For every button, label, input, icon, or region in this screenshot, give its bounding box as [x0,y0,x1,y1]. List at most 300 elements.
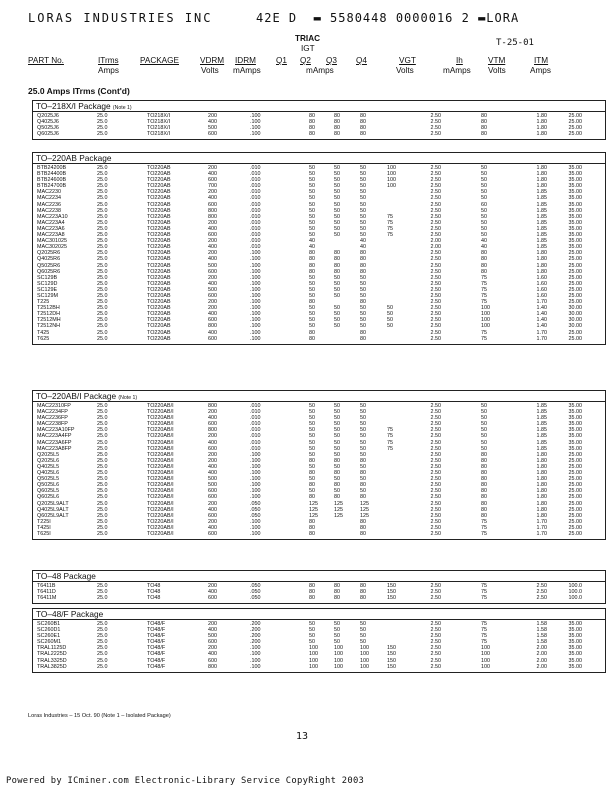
cell-itm: 35.00 [568,171,582,178]
cell-q3: 100 [360,645,369,652]
cell-q3: 80 [360,335,366,342]
cell-vtm: 2.50 [536,589,547,596]
cell-q4: 100 [387,177,396,184]
cell-part: TRAL2225D [37,651,67,658]
cell-q2: 100 [334,651,343,658]
cell-idrm: .010 [250,219,261,226]
cell-vgt: 2.50 [430,329,441,336]
cell-itm: 35.00 [568,657,582,664]
cell-q3: 50 [360,323,366,330]
cell-pkg: TO220AB [147,165,171,171]
cell-vdrm: 200 [208,645,217,652]
cell-itm: 35.00 [568,201,582,208]
cell-it: 25.0 [97,292,108,299]
cell-vtm: 1.70 [536,530,547,537]
cell-vgt: 2.50 [430,250,441,257]
cell-q3: 80 [360,470,366,477]
cell-ih: 75 [481,335,487,342]
cell-q1: 80 [309,457,315,464]
cell-q1: 100 [309,663,318,670]
cell-pkg: TO220AB [147,201,171,208]
cell-q1: 80 [309,256,315,263]
cell-vgt: 2.50 [430,311,441,318]
cell-q3: 50 [360,476,366,483]
cell-q2: 50 [334,213,340,220]
cell-vtm: 1.40 [536,323,547,330]
cell-q2: 50 [334,403,340,409]
package-group [32,608,606,673]
cell-vtm: 1.80 [536,500,547,507]
cell-q2: 80 [334,250,340,257]
cell-q2: 50 [334,463,340,470]
package-group [32,152,606,345]
cell-pkg: TO48/F [147,645,166,652]
cell-q1: 50 [309,621,315,627]
cell-vdrm: 200 [208,299,217,306]
cell-vtm: 1.85 [536,238,547,245]
cell-q1: 50 [309,177,315,184]
cell-ih: 50 [481,433,487,440]
cell-it: 25.0 [97,250,108,257]
cell-q3: 125 [360,512,369,519]
cell-it: 25.0 [97,657,108,664]
cell-q1: 80 [309,250,315,257]
cell-ih: 80 [481,470,487,477]
cell-q2: 80 [334,457,340,464]
cell-it: 25.0 [97,286,108,293]
cell-q3: 80 [360,262,366,269]
cell-q1: 40 [309,238,315,245]
cell-vtm: 1.80 [536,268,547,275]
cell-pkg: TO220AB [147,232,171,239]
cell-part: Q4025L6 [37,470,60,477]
cell-vtm: 1.85 [536,244,547,251]
cell-idrm: .010 [250,433,261,440]
cell-pkg: TO220AB/I [147,512,174,519]
cell-part: MAC302025 [37,244,67,251]
cell-vtm: 1.80 [536,125,547,132]
cell-pkg: TO220AB [147,213,171,220]
cell-vgt: 2.50 [430,131,441,138]
cell-q4: 75 [387,433,393,440]
cell-q1: 50 [309,409,315,416]
cell-q3: 80 [360,494,366,501]
cell-vgt: 2.50 [430,299,441,306]
cell-vtm: 1.85 [536,409,547,416]
col-itm: ITM [534,56,549,65]
cell-vtm: 1.80 [536,119,547,126]
cell-q1: 50 [309,280,315,287]
cell-q1: 50 [309,463,315,470]
cell-idrm: .100 [250,518,261,525]
cell-q2: 50 [334,627,340,634]
col-part-no: PART No. [28,56,64,65]
cell-vgt: 2.50 [430,409,441,416]
cell-vgt: 2.50 [430,651,441,658]
company-name: LORAS INDUSTRIES INC [28,11,213,25]
cell-itm: 25.00 [568,329,582,336]
cell-pkg: TO220AB/I [147,403,174,409]
cell-itm: 35.00 [568,244,582,251]
cell-q3: 50 [360,403,366,409]
cell-vgt: 2.50 [430,506,441,513]
cell-idrm: .100 [250,524,261,531]
cell-ih: 80 [481,500,487,507]
cell-q3: 80 [360,125,366,132]
cell-vdrm: 200 [208,238,217,245]
cell-pkg: TO220AB [147,323,171,330]
cell-q2: 50 [334,323,340,330]
cell-q1: 50 [309,201,315,208]
cell-q2: 80 [334,589,340,596]
cell-vgt: 2.50 [430,451,441,458]
section-title: 25.0 Amps ITrms (Cont'd) [28,86,130,96]
cell-q1: 50 [309,433,315,440]
cell-pkg: TO220AB [147,335,171,342]
cell-itm: 25.00 [568,299,582,306]
cell-q4: 50 [387,317,393,324]
cell-q4: 75 [387,219,393,226]
cell-vgt: 2.00 [430,238,441,245]
cell-itm: 25.00 [568,256,582,263]
cell-itm: 35.00 [568,195,582,202]
cell-q3: 50 [360,633,366,640]
cell-q4: 150 [387,657,396,664]
cell-ih: 50 [481,439,487,446]
cell-vdrm: 400 [208,256,217,263]
cell-it: 25.0 [97,299,108,306]
cell-idrm: .010 [250,171,261,178]
cell-vdrm: 200 [208,219,217,226]
cell-it: 25.0 [97,451,108,458]
cell-q4: 50 [387,323,393,330]
cell-vgt: 2.50 [430,639,441,646]
cell-ih: 80 [481,457,487,464]
page-number: 13 [296,731,309,742]
cell-pkg: TO220AB [147,329,171,336]
cell-part: Q6025L9ALT [37,512,69,519]
cell-q1: 50 [309,445,315,452]
cell-itm: 35.00 [568,415,582,422]
cell-itm: 35.00 [568,445,582,452]
cell-vdrm: 600 [208,421,217,428]
cell-vtm: 1.70 [536,518,547,525]
cell-vtm: 1.80 [536,457,547,464]
cell-pkg: TO220AB [147,262,171,269]
cell-vgt: 2.50 [430,274,441,281]
cell-ih: 50 [481,177,487,184]
col-vtm-unit: Volts [488,66,506,75]
cell-q3: 50 [360,421,366,428]
cell-part: MAC223A10 [37,213,68,220]
cell-part: MAC2238 [37,207,61,214]
cell-itm: 35.00 [568,663,582,670]
cell-vtm: 1.80 [536,177,547,184]
cell-q1: 50 [309,225,315,232]
cell-pkg: TO48/F [147,663,166,670]
cell-q4: 150 [387,663,396,670]
cell-vdrm: 600 [208,201,217,208]
cell-ih: 75 [481,583,487,589]
cell-ih: 100 [481,317,490,324]
cell-q2: 125 [334,512,343,519]
cell-q3: 50 [360,274,366,281]
cell-pkg: TO48 [147,595,161,602]
cell-it: 25.0 [97,201,108,208]
cell-part: Q4025J6 [37,119,59,126]
cell-vdrm: 200 [208,621,217,627]
cell-q3: 50 [360,621,366,627]
cell-q3: 50 [360,219,366,226]
cell-pkg: TO220AB/I [147,518,174,525]
cell-ih: 80 [481,131,487,138]
cell-itm: 35.00 [568,627,582,634]
cell-q3: 50 [360,311,366,318]
cell-q2: 80 [334,268,340,275]
cell-idrm: .010 [250,427,261,434]
cell-itm: 100.0 [568,595,582,602]
cell-vdrm: 400 [208,244,217,251]
cell-idrm: .100 [250,299,261,306]
cell-itm: 35.00 [568,403,582,409]
cell-itm: 25.00 [568,119,582,126]
cell-pkg: TO218X/I [147,131,170,138]
cell-part: MAC2236FP [37,415,68,422]
cell-q3: 80 [360,583,366,589]
cell-ih: 75 [481,286,487,293]
cell-idrm: .100 [250,256,261,263]
package-note: (Note 1) [118,395,138,401]
cell-q3: 80 [360,530,366,537]
cell-part: T2512BH [37,305,60,312]
cell-vtm: 2.50 [536,583,547,589]
cell-ih: 100 [481,311,490,318]
cell-vdrm: 400 [208,195,217,202]
cell-vgt: 2.50 [430,268,441,275]
cell-q3: 50 [360,317,366,324]
cell-it: 25.0 [97,463,108,470]
cell-it: 25.0 [97,589,108,596]
cell-vtm: 1.80 [536,482,547,489]
cell-pkg: TO48/F [147,627,166,634]
cell-vdrm: 400 [208,439,217,446]
cell-q3: 50 [360,427,366,434]
cell-vdrm: 600 [208,530,217,537]
cell-ih: 75 [481,589,487,596]
cell-idrm: .100 [250,292,261,299]
cell-idrm: .010 [250,207,261,214]
cell-part: MAC2234 [37,195,61,202]
cell-pkg: TO218X/I [147,113,170,119]
cell-part: T2512NH [37,323,61,330]
cell-q2: 50 [334,476,340,483]
cell-it: 25.0 [97,183,108,190]
cell-q3: 125 [360,500,369,507]
cell-vgt: 2.50 [430,482,441,489]
cell-q2: 50 [334,639,340,646]
cell-q1: 50 [309,427,315,434]
package-name: TO–220AB Package [36,153,112,163]
cell-q1: 50 [309,286,315,293]
cell-ih: 75 [481,292,487,299]
cell-part: BTB24700B [37,183,67,190]
cell-itm: 35.00 [568,633,582,640]
cell-it: 25.0 [97,329,108,336]
cell-vdrm: 800 [208,213,217,220]
cell-vdrm: 400 [208,506,217,513]
cell-vtm: 1.70 [536,335,547,342]
cell-pkg: TO220AB/I [147,470,174,477]
cell-idrm: .100 [250,494,261,501]
cell-q4: 150 [387,651,396,658]
cell-q3: 80 [360,250,366,257]
cell-vtm: 1.80 [536,250,547,257]
cell-vdrm: 400 [208,627,217,634]
cell-vtm: 1.80 [536,470,547,477]
cell-vdrm: 800 [208,427,217,434]
cell-ih: 50 [481,171,487,178]
cell-q3: 50 [360,213,366,220]
cell-ih: 80 [481,256,487,263]
cell-it: 25.0 [97,415,108,422]
cell-part: T225I [37,518,51,525]
cell-idrm: .100 [250,530,261,537]
cell-pkg: TO220AB/I [147,494,174,501]
cell-part: Q2025L6 [37,457,60,464]
cell-vdrm: 200 [208,518,217,525]
cell-vgt: 2.50 [430,439,441,446]
cell-pkg: TO220AB [147,311,171,318]
cell-ih: 80 [481,463,487,470]
cell-q1: 125 [309,512,318,519]
col-idrm: IDRM [235,56,256,65]
cell-vgt: 2.50 [430,119,441,126]
cell-q2: 50 [334,311,340,318]
cell-itm: 25.00 [568,262,582,269]
cell-it: 25.0 [97,317,108,324]
cell-vtm: 1.85 [536,232,547,239]
cell-ih: 80 [481,488,487,495]
cell-vdrm: 400 [208,280,217,287]
cell-q3: 50 [360,488,366,495]
cell-q1: 50 [309,213,315,220]
cell-ih: 75 [481,595,487,602]
cell-q2: 50 [334,451,340,458]
cell-vdrm: 400 [208,329,217,336]
cell-q3: 125 [360,506,369,513]
cell-vdrm: 500 [208,633,217,640]
cell-it: 25.0 [97,427,108,434]
cell-part: MAC2234FP [37,409,68,416]
cell-idrm: .100 [250,268,261,275]
top-banner [28,11,598,27]
cell-part: T2512DH [37,311,61,318]
cell-pkg: TO220AB/I [147,445,174,452]
col-vdrm: VDRM [200,56,225,65]
cell-ih: 50 [481,421,487,428]
cell-part: MAC223A6 [37,225,65,232]
cell-idrm: .050 [250,500,261,507]
cell-vdrm: 400 [208,415,217,422]
cell-pkg: TO48/F [147,657,166,664]
cell-q1: 80 [309,583,315,589]
cell-vdrm: 600 [208,595,217,602]
cell-vtm: 1.85 [536,403,547,409]
cell-vdrm: 600 [208,512,217,519]
cell-q4: 75 [387,225,393,232]
cell-ih: 50 [481,403,487,409]
cell-pkg: TO220AB [147,244,171,251]
cell-itm: 35.00 [568,409,582,416]
cell-part: T6411M [37,595,57,602]
cell-pkg: TO48 [147,589,161,596]
cell-idrm: .200 [250,621,261,627]
cell-vgt: 2.50 [430,171,441,178]
cell-part: Q6025J6 [37,131,59,138]
package-group-title [33,153,605,164]
cell-part: T425 [37,329,50,336]
cell-part: SC260E1 [37,633,61,640]
cell-itm: 25.00 [568,113,582,119]
cell-q1: 80 [309,530,315,537]
cell-part: TRAL1125D [37,645,67,652]
cell-q3: 80 [360,113,366,119]
cell-vtm: 1.60 [536,286,547,293]
cell-vtm: 1.60 [536,280,547,287]
cell-idrm: .200 [250,633,261,640]
cell-q1: 50 [309,171,315,178]
cell-it: 25.0 [97,633,108,640]
cell-vgt: 2.50 [430,621,441,627]
cell-idrm: .050 [250,506,261,513]
cell-q3: 80 [360,329,366,336]
cell-vgt: 2.50 [430,219,441,226]
cell-idrm: .010 [250,244,261,251]
cell-pkg: TO220AB [147,225,171,232]
cell-itm: 25.00 [568,530,582,537]
cell-vtm: 1.80 [536,256,547,263]
cell-vdrm: 700 [208,183,217,190]
cell-q3: 50 [360,305,366,312]
cell-ih: 50 [481,189,487,196]
cell-pkg: TO220AB/I [147,500,174,507]
cell-vgt: 2.50 [430,494,441,501]
cell-q3: 40 [360,238,366,245]
package-name: TO–48/F Package [36,609,104,619]
cell-part: SC129D [37,280,58,287]
cell-part: MAC223A6FP [37,439,72,446]
package-group-title [33,101,605,112]
cell-q3: 50 [360,280,366,287]
cell-idrm: .100 [250,323,261,330]
cell-pkg: TO220AB/I [147,427,174,434]
cell-idrm: .100 [250,651,261,658]
cell-pkg: TO220AB [147,219,171,226]
cell-it: 25.0 [97,165,108,171]
cell-it: 25.0 [97,433,108,440]
cell-q2: 100 [334,657,343,664]
cell-pkg: TO48/F [147,621,166,627]
cell-q1: 50 [309,415,315,422]
cell-q4: 50 [387,311,393,318]
cell-vdrm: 200 [208,451,217,458]
cell-vgt: 2.50 [430,177,441,184]
cell-ih: 75 [481,518,487,525]
cell-vgt: 2.50 [430,195,441,202]
cell-ih: 100 [481,657,490,664]
cell-vgt: 2.50 [430,113,441,119]
cell-it: 25.0 [97,268,108,275]
